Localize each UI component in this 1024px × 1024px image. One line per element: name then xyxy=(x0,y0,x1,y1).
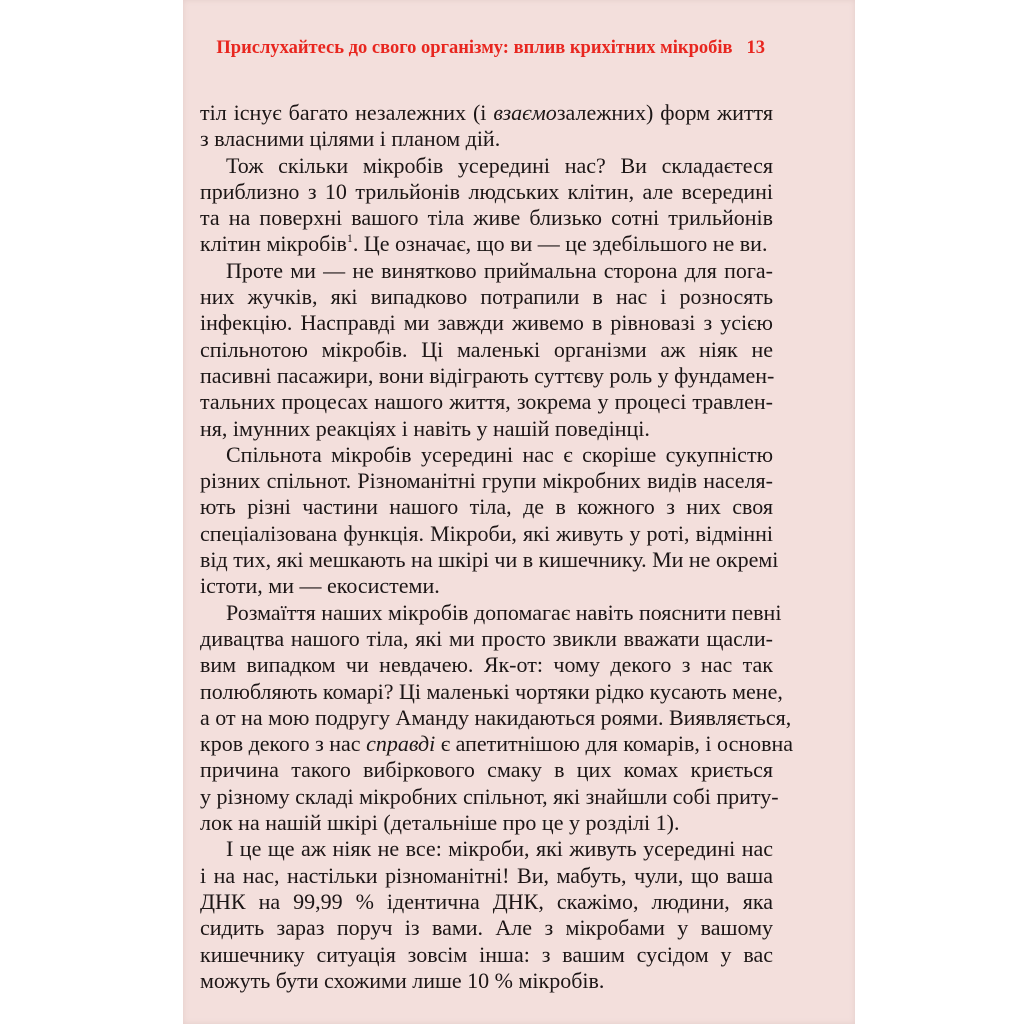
text-line: причина такого вибіркового смаку в цих комах криється xyxy=(200,757,773,783)
text-line: кишечнику ситуація зовсім інша: з вашим сусідом у вас xyxy=(200,941,773,967)
paragraph-3 xyxy=(200,258,773,442)
text-line: пасивні пасажири, вони відіграють суттєву роль у фундамен- xyxy=(200,362,775,388)
text-line: них жучків, які випадково потрапили в нас і розносять xyxy=(200,284,773,310)
text-line: Тож скільки мікробів усередині нас? Ви складаєтеся xyxy=(226,152,773,178)
italic-emphasis: справді xyxy=(366,731,436,757)
text-line: Розмаїття наших мікробів допомагає навіть пояснити певні xyxy=(226,599,782,625)
body-text xyxy=(200,100,794,994)
text-line: різних спільнот. Різноманітні групи мікробних видів населя- xyxy=(200,468,773,494)
text-line: з власними цілями і планом дій. xyxy=(200,126,501,152)
paragraph-1 xyxy=(200,100,773,153)
text-line: можуть бути схожими лише 10 % мікробів. xyxy=(200,967,605,993)
text-line: тальних процесах нашого життя, зокрема у процесі травлен- xyxy=(200,389,773,415)
text-line: спільнотою мікробів. Ці маленькі організми аж ніяк не xyxy=(200,336,773,362)
text-line: приблизно з 10 трильйонів людських клітин, але всередині xyxy=(200,178,773,204)
text-line: та на поверхні вашого тіла живе близько сотні трильйонів xyxy=(200,205,773,231)
text-line: ДНК на 99,99 % ідентична ДНК, скажімо, людини, яка xyxy=(200,888,773,914)
text-line: спеціалізована функція. Мікроби, які живуть у роті, відмінні xyxy=(200,520,773,546)
text-line: Спільнота мікробів усередині нас є скоріше сукупністю xyxy=(226,441,773,467)
text-line: Проте ми — не винятково приймальна сторона для пога- xyxy=(226,257,773,283)
paragraph-6 xyxy=(200,836,773,994)
paragraph-2 xyxy=(200,153,773,258)
running-header xyxy=(216,38,765,59)
text-line: інфекцію. Насправді ми завжди живемо в рівновазі з усією xyxy=(200,310,773,336)
chapter-title: Прислухайтесь до свого організму: вплив крихітних мікробів xyxy=(216,38,733,58)
text-line: сидить зараз поруч із вами. Але з мікробами у вашому xyxy=(200,915,773,941)
text-line: ня, імунних реакціях і навіть у нашій поведінці. xyxy=(200,415,650,441)
text-line: а от на мою подругу Аманду накидаються роями. Виявляється, xyxy=(200,704,792,730)
text-line: тіл існує багато незалежних (і взаємозалежних) форм життя xyxy=(200,100,774,125)
text-line: і на нас, настільки різноманітні! Ви, мабуть, чули, що ваша xyxy=(200,862,773,888)
paragraph-4 xyxy=(200,441,779,600)
text-line: від тих, які мешкають на шкірі чи в кишечнику. Ми не окремі xyxy=(200,547,779,573)
text-line: вим випадком чи невдачею. Як-от: чому декого з нас так xyxy=(200,652,773,678)
text-line: клітин мікробів$^1$. Це означає, що ви — це здебільшого не ви. xyxy=(200,231,768,257)
text-line: кров декого з нас справді є апетитнішою для комарів, і основна xyxy=(200,731,794,757)
text-line: дивацтва нашого тіла, які ми просто звикли вважати щасли- xyxy=(200,625,773,651)
paragraph-5 xyxy=(200,599,794,837)
text-line: у різному складі мікробних спільнот, які знайшли собі приту- xyxy=(200,783,779,809)
text-line: істоти, ми — екосистеми. xyxy=(200,573,440,599)
footnote-marker: 1 xyxy=(346,231,353,246)
text-line: полюбляють комарі? Ці маленькі чортяки рідко кусають мене, xyxy=(200,678,783,704)
book-page xyxy=(183,0,855,1024)
page-number: 13 xyxy=(746,38,765,58)
text-line: лок на нашій шкірі (детальніше про це у розділі 1). xyxy=(200,810,680,836)
italic-emphasis: взаємо xyxy=(493,100,557,125)
text-line: ють різні частини нашого тіла, де в кожного з них своя xyxy=(200,494,773,520)
text-line: І це ще аж ніяк не все: мікроби, які живуть усередині нас xyxy=(226,836,773,862)
